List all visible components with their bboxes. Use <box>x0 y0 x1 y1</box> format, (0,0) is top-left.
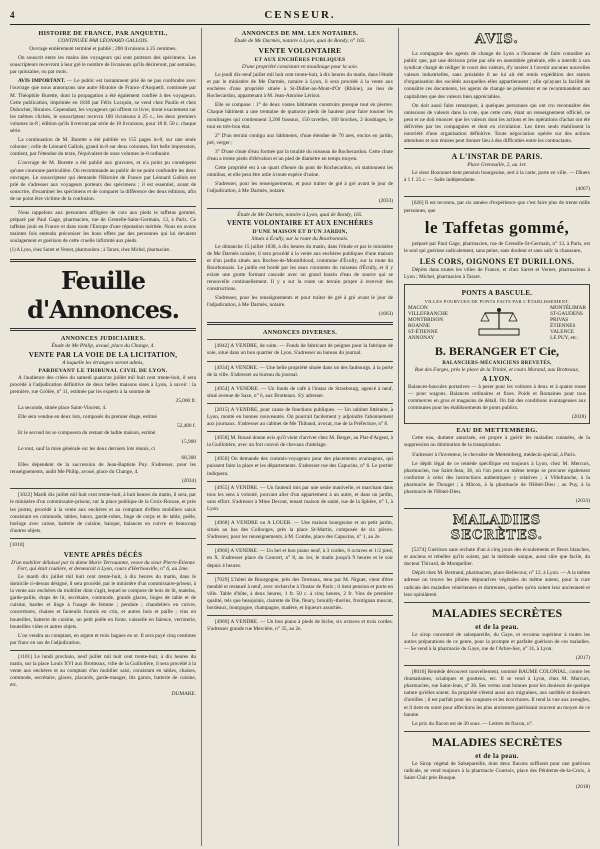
section-header: ANNONCES JUDICIAIRES. <box>60 334 146 342</box>
company-name: B. BERANGER ET Cie, <box>434 343 560 358</box>
towns-right <box>550 305 586 341</box>
ref-number: (2017) <box>575 655 590 662</box>
section-title: Feuille d'Annonces. <box>27 265 179 324</box>
ref-row <box>404 186 590 193</box>
notice-subtitle: ET AUX ENCHÈRES PUBLIQUES <box>254 57 346 63</box>
column-middle <box>201 28 393 846</box>
town: ROANNE <box>408 322 431 329</box>
divider <box>207 339 393 340</box>
product-title: le Taffetas gommé, <box>424 217 570 237</box>
avis-important <box>10 78 196 135</box>
footnote: (1) A Lyon, chez Sarret et Vernet, pharmaciens ; à Tarare, chez Michel, pharmacien. <box>10 248 171 254</box>
etude-line: Étude de Me Darmès, notaire à Lyon, quai de Bondy, n° 165. <box>234 38 366 44</box>
paragraph: Le sieur Bozonnet tient pension bourgeoise, sert à la carte, porte en ville. — Dîners à 1 f. 25 c. — Salle indépendante. <box>404 170 590 184</box>
ref-number: (1663) <box>378 311 393 318</box>
paragraph: [1101] Le lundi prochain, neuf juillet mil huit cent trente-huit, à dix heures du matin, sur la place Louis XVI aux Brotteaux, ville de la Guillotière, il sera procédé à la vente aux enchères et au comptant d'un mobilier saisi, consistant en tables, chaises, commode, secrétaire, glaces, placards, garde-manger, lits garnis, batterie de cuisine, etc. <box>10 653 196 689</box>
ad-title: PONTS A BASCULE. <box>461 288 533 297</box>
paragraph: [5274] Guérison sans rechute d'un à cinq jours des écoulements et fleurs blanches, et anciens et rebelles qu'ils soient, par la méthode unique, aussi sûre que facile, du docteur Thivard, de Montpellier. <box>404 547 590 568</box>
classified-ad: [4955] A VENDRE. — Un fauteuil mis par une seule manivelle, et marchant dans tous les sens à volonté, pouvant aller d'un appartement à un autre, et dans un jardin, sans effort. S'adresser à Mme Decour, tenant maison de santé, rue de la Sphère, n° 1, à Lyon. <box>207 484 393 512</box>
divider <box>207 403 393 404</box>
notice-title: MALADIES SECRÈTES. <box>450 513 544 544</box>
paragraph: A l'audience des criées du samedi quatorze juillet mil huit cent trente-huit, il sera procédé à l'adjudication définitive de deux belles maisons sises à Lyon, à savoir : la première, rue Grôlée, n° 11, estimée par les experts à la somme de <box>10 374 196 395</box>
ref-row <box>404 655 590 662</box>
divider <box>207 361 393 362</box>
etude-line: Étude de Me Darmès, notaire à Lyon, quai de Bondy, 165. <box>237 211 363 218</box>
ref-row <box>10 478 196 485</box>
notice-subtitle: et de la peau. <box>475 751 519 760</box>
amount-row <box>10 423 196 430</box>
paragraph: S'adresser, pour les renseignements, et pour traiter de gré à gré avant le jour de l'adjudication, à Me Darmès, notaire. <box>207 181 393 195</box>
column-right <box>398 28 590 846</box>
notice-subtitle: A laquelle les étrangers seront admis, <box>62 359 144 366</box>
paragraph: Cette eau, dument autorisée, est propre à guérir les maladies cutanées, de la suppression ou diminution de la transpiration. <box>404 435 590 449</box>
amount: 15,900 <box>181 439 196 446</box>
paragraph: On souscrit entre les mains des voyageurs qui sont porteurs des spécimens. Les souscripteurs recevront à leur gré le nombre de livraisons qu'ils désireront, par semaine, par quinzaine, ou par mois. <box>10 55 196 76</box>
etude-line: Étude de Me Philip, avoué, place du Change, 4. <box>51 342 155 349</box>
company-sub: BALANCIERS-MÉCANICIENS BREVETÉS, <box>442 360 552 366</box>
ad-subtitle: VILLES POURVUES DE PONTS FAITS PAR L'ÉTABLISSEMENT. <box>424 298 570 304</box>
masthead-title: CENSEUR. <box>264 9 336 21</box>
ref-number: (2033) <box>575 498 590 505</box>
divider <box>207 615 393 616</box>
paragraph: Elles dépendent de la succession de Jean-Baptiste Puy. S'adresser, pour les renseignements, audit Me Philip, avoué, place du Change, 4. <box>10 462 196 476</box>
notice-title: MALADIES SECRÈTES <box>431 734 563 749</box>
divider <box>10 538 196 539</box>
town: MONTÉLIMAR <box>550 304 586 311</box>
ref-row <box>404 498 590 505</box>
amount: 25,000 fr. <box>175 397 196 404</box>
divider <box>10 328 196 331</box>
paragraph: Dépôt chez M. Bertrand, pharmacien, place Bellecour, n° 12, à Lyon. — A la même adresse on trouve les pilules dépuratives végétales du même auteur, pour la cure radicale des maladies vénériennes et dartreuses, quelles qu'en soient leur ancienneté et leur opiniâtreté. <box>404 570 590 598</box>
paragraph: La compagnie des agents de change de Lyon a l'honneur de faire connaître au public que, par une décision prise par elle en assemblée générale, elle a interdit à son syndicat chargé de rédiger le cours des valeurs, d'y insérer à l'avenir aucunes nouvelles valeurs industrielles, sans préalable il ne lui ait été remis expédition des statuts d'organisation des sociétés auxquelles elles appartiennent ; afin qu'ayant la facilité de connaître ces documents, les agents de change ne présentent et ne recommandent aux capitalistes que des valeurs bien appréciables. <box>404 51 590 100</box>
town: LE PUY, etc. <box>550 334 578 341</box>
avis-text: — Le public est instamment prié de ne pas confondre avec l'ouvrage que nous annonçons une autre Histoire de France d'Anquetil, continuée par M. Théophile Burette, dont la propagation a été également confiée à des voyageurs. Cette publication, imprimée en 1836 par Félix Locquin, se vend chez Paulin et chez Dubochet, libraires. Cependant, les voyageurs qui offrent ce livre, tirent exactement sur les mêmes clichés, le souscripteur recevra 100 livraisons à 25 c., les deux premiers volumes in-8 ; édition qu'ils livreront par série de 10 livraisons, pour 18 fr. 50 c. chaque série. <box>10 78 196 135</box>
ref-number: (2028) <box>571 414 586 421</box>
paragraph: On doit aussi faire remarquer, à quelques personnes qui ont cru reconnaître des omissions de valeurs dans la cote, que cette cote, étant un renseignement officiel, ne peut et ne doit énoncer que les valeurs dont les actions et les opérations d'achat ont été délivrées par les compagnies et dont en circulation. Les titres seuls établissent la notoriété d'une organisation définitive. Toute négociation opérée sur des actions attendues et non émises peut donner lieu à des difficultés entre les contractants. <box>404 102 590 145</box>
masthead <box>10 6 590 25</box>
paragraph: La continuation de M. Burette a été publiée en 155 pages in-8, sur une seule colonne ; celle de Léonard Gallois, grand in-8 sur deux colonnes, fort belle impression, contient, par l'étendue du texte, l'équivalent de onze volumes in-8 ordinaire. <box>10 137 196 158</box>
notice-subtitle: D'UNE MAISON ET D'UN JARDIN, <box>252 228 348 235</box>
notice-title: A L'INSTAR DE PARIS. <box>451 152 543 162</box>
notice-title: VENTE APRÈS DÉCÈS <box>63 550 143 559</box>
divider <box>404 148 590 149</box>
tribunal-line: PARDEVANT LE TRIBUNAL CIVIL DE LYON. <box>38 367 168 374</box>
classified-ad: [2015] A VENDRE, pour cause de fonctions publiques. — Un cabinet littéraire, à Lyon, monté en bonnes nouveautés. On pourrait facilement y adjoindre l'abonnement aux journaux. S'adresser au cabinet de Me Thibaud, avocat, rue de la Préfecture, n° 8. <box>207 406 393 428</box>
town: ST-GAUDENS <box>550 310 583 317</box>
classified-ad: [4968] A VENDRE ou A LOUER. — Une maison bourgeoise et un petit jardin, situés au bas des Collonges, près la place St-Martin, composée de six pièces. S'adresser, pour les renseignements, à M. Combe, place des Capucins, n° 1, au 2e. <box>207 520 393 541</box>
paragraph: [626] Il est reconnu, par six années d'expérience que c'est faire plus de trente mille personnes, que <box>404 200 590 214</box>
divider <box>207 481 393 482</box>
classified-ad: [4958] M. Rousé donne avis qu'il vient d'arriver chez M. Berger, au Plat-d'Argent, à la Guillotière, avec un fort convoi de chevaux d'attelage. <box>207 435 393 449</box>
paragraph: Le Sirop végétal de Salsepareille, dont deux flacons suffisent pour une guérison radicale, se vend toujours à la pharmacie Courtois, place des Pénitents-de-la-Croix, à Saint-Clair près Bouque. <box>404 760 590 781</box>
town: PRIVAS <box>550 316 569 323</box>
ref-row <box>404 784 590 791</box>
notice-subtitle: D'une propriété consistant en moulinage pour la soie. <box>241 64 359 70</box>
ponts-ad <box>404 284 590 424</box>
amount: 68,300 <box>181 455 196 462</box>
paragraph: Le prix du flacon est de 30 sous. — Lettres de flacon, n°. <box>412 720 534 727</box>
paragraph: Le mardi dix juillet mil huit cent trente-huit, à dix heures du matin, dans le domicile ci-dessus désigné, il sera procédé, par le ministère d'un commissaire-priseur, à la vente aux enchères du mobilier dont s'agit, lequel se compose de bois de lit, matelas, garde-paille, draps de lit, secrétaire, commode, grands glaces, linges de table et de cuisine, hardes et linge à l'usage de femme ; pendule ; chandeliers en cuivre, couvertures, chaises et fauteuils fournis en crin, et autres bois et paille ; vins en bouteilles, batterie de cuisine, un petit poêle en fonte, vaisselle en faïence, verroterie, bouteilles vides et autres objets. <box>10 573 196 630</box>
notice-subtitle: Situés à Écully, sur la route du Bourbonnais. <box>251 235 349 242</box>
divider <box>207 516 393 517</box>
ref-number: (2018) <box>575 784 590 791</box>
amount-row <box>10 398 196 405</box>
scale-icon <box>477 305 521 341</box>
classified-ad: [4956] On demande des commis-voyageurs pour des placements avantageux, qui puissent faire la place et les départements. S'adresser rue des Capucins, n° 6. Le portier indiquera. <box>207 456 393 477</box>
feuilleton-title: HISTOIRE DE FRANCE, PAR ANQUETIL, <box>38 30 168 37</box>
column-left <box>10 28 196 846</box>
divider <box>404 508 590 509</box>
divider <box>207 382 393 383</box>
divider <box>404 602 590 603</box>
classified-ad: [4969] A VENDRE. — Un bon piano à pieds de biche, six octaves et trois cordes. S'adresser grande rue Mercière, n° 35, au 2e. <box>207 619 393 633</box>
divider <box>207 573 393 574</box>
paragraph: 2° D'un terrain contigu aux bâtiments, d'une étendue de 70 ares, enclos en jardin, pré, verger ; <box>207 132 393 146</box>
paragraph: Balances-bascules portatives — à peser pour les voitures à deux et à quatre roues — pour wagons. Balances ordinaires et fixes. Poids et Romaines pour tous commerces en gros et magasins de détail. On fait des conditions avantageuses aux communes pour les établissements de ponts publics. <box>408 383 586 412</box>
notice-title: VENTE VOLONTAIRE ET AUX ENCHÈRES <box>226 219 374 227</box>
notice-title: VENTE PAR LA VOIE DE LA LICITATION, <box>28 350 178 359</box>
paragraph: [1022] Mardi dix juillet mil huit cent trente-huit, à huit heures du matin, il sera, par le ministère d'un commissaire-priseur, sur la place publique de la Croix-Rousse, et près les portes, procédé à la vente aux enchères et au comptant d'effets mobiliers saisis consistant en commode, tables, bancs, garde-robes, linge de corps et de table, poêle, horloge avec caisse, batterie de cuisine, banque, balances en cuivre et beaucoup d'autres objets. <box>10 492 196 534</box>
notice-title: MALADIES SECRÈTES <box>431 605 563 620</box>
section-header: ANNONCES DE MM. LES NOTAIRES. <box>241 30 359 37</box>
divider <box>10 488 196 489</box>
paragraph: Cette propriété est à un quart d'heure du pont de Rochecardon, où stationnent les omnibus, et elle peut être utile à toute espèce d'usine. <box>207 165 393 179</box>
town: ST-ÉTIENNE <box>408 328 438 335</box>
company-address: Rue des Farges, près le place de la Trinité, et cours Morand, aux Brotteaux, <box>414 366 580 373</box>
ref-row <box>10 542 196 549</box>
divider <box>404 196 590 197</box>
paragraph: Le sirop concentré de salsepareille, du Gaye, et reconnu supérieur à toutes les autres préparations de ce genre, pour la prompte et parfaite guérison de ces maladies. — Se vend à la pharmacie du Gaye, rue de l'Arbre-Sec, n° 31, à Lyon. <box>404 631 590 652</box>
page-number: 4 <box>10 10 15 20</box>
town: MONTBRISON <box>408 316 444 323</box>
paragraph: La seconde, située place Saint-Vincent, 4. <box>18 404 107 411</box>
notice-subtitle: et de la peau. <box>475 622 519 631</box>
ref-row <box>207 198 393 205</box>
paragraph: L'on vendra au comptant, en argent et trois bagues en or. Il sera payé cinq centimes par franc en sus de l'adjudication. <box>10 632 196 646</box>
classified-ad: [4954] A VENDRE. — Un fonds de café à l'instar de Strasbourg, agencé à neuf, situé avenue de Saxe, n° 6, aux Brotteaux. S'y adresser. <box>207 385 393 399</box>
town: VILLEFRANCHE <box>408 310 449 317</box>
ref-number: (2034) <box>181 478 196 485</box>
notice-title: EAU DE METTEMBERG. <box>456 427 538 435</box>
ref-number: (2033) <box>378 197 393 204</box>
divider <box>207 208 393 209</box>
divider <box>207 431 393 432</box>
company-city: A LYON. <box>482 374 512 383</box>
paragraph: 3° D'une chute d'eau formée par la totalité du ruisseau de Rochecardon. Cette chute d'eau a trente pieds d'élévation et un pied de diamètre en temps moyen. <box>207 148 393 163</box>
divider <box>404 665 590 666</box>
paragraph: Le dimanche 15 juillet 1838, à dix heures du matin, dans l'étude et par le ministère de Me Darmès notaire, il sera procédé à la vente aux enchères publiques d'une maison et d'un jardin situés aux Roches-de-Montribloud, commune d'Écully, sur la route du Bourbonnais. Le jardin est bordé par les eaux courantes du ruisseau d'Écully, et il y existe une grotte formant cascade avec un grand bassin d'eau de source qui se renouvelle continuellement. Il y a sur la route un terrain propre à recevoir des constructions. <box>207 243 393 293</box>
paragraph: Elle se compose : 1° de deux vastes bâtiments construits presque tout en pierres. Chaque bâtiment a une trentaine de quatorze pieds de hauteur pour faire tourner les moulinages qui contiennent 3,200 fuseaux, 150 tavelles, 160 broches, 2 doublages, le tout en très-bon état. <box>207 102 393 130</box>
avis-lead: AVIS IMPORTANT. <box>18 78 66 85</box>
paragraph: Et le second lot se composera du restant de ladite maison, estimé <box>18 430 156 436</box>
towns-left <box>408 305 448 341</box>
paragraph: Dépôts dans toutes les villes de France, et chez Sarret et Vernet, pharmaciens à Lyon ; Michel, pharmacien à Tarare. <box>404 266 590 280</box>
section-header: ANNONCES DIVERSES. <box>262 329 338 337</box>
divider <box>207 322 393 325</box>
notice-subtitle: D'un mobilier délaissé par la dame Marie Terrouanne, veuve du sieur Pierre-Étienne Fort, qui était coutière, et demeurait à Lyon, cours d'Herbouville, n° 6, au 2me. <box>11 559 195 572</box>
paragraph: Le tout, sauf la mise générale sur les deux derniers lots réunis, ci <box>18 446 156 453</box>
ref-number: (4067) <box>575 186 590 193</box>
divider <box>207 544 393 545</box>
paragraph: Le dépôt légal de ce remède spécifique est toujours à Lyon, chez M. Mercurs, pharmacien, rue Saint-Jean, 36, où l'on peut en même temps se procurer également conforme à celui des instructions authentiques y relatives ; à Villefranche, à la pharmacie de Thouget ; à Mâcon, à la pharmacie de l'Hôtel-Dieu ; au Puy, à la pharmacie de l'Hôtel-Dieu. <box>404 460 590 495</box>
paragraph: [8016] Remède découvert nouvellement, nommé BAUME COLONIAL, contre les rhumatismes, sciatiques et goutteux, etc. Il se vend à Lyon, chez M. Marcurs, pharmacien, rue Saint-Jean, n° 36. Ses vertus sont bonnes pour les douleurs de quelque nature qu'elles soient. Sa propriété s'étend aussi aux migraines, aux surdités et douleurs d'oreilles ; il est parfait pour les coupures et les écorchures. Il rend la vue aux aveugles, et il tient en outre pour affections les plus anciennes guérissant souvent au moyen de ce baume. <box>404 669 590 718</box>
town: VALENCE <box>550 328 575 335</box>
paragraph: Elle sera vendue en deux lots, composés du premier étage, estimé <box>18 413 157 420</box>
ref-row <box>408 414 586 421</box>
ref-row <box>207 311 393 318</box>
divider <box>207 452 393 453</box>
feuilleton-note: Ouvrage entièrement terminé et publié ; 200 livraisons à 25 centimes. <box>29 46 177 52</box>
classified-ad: [4934] A VENDRE. — Une belle propriété située dans un des faubourgs, à la porte de la ville. S'adresser au bureau du journal. <box>207 364 393 378</box>
signature: DUMARE. <box>171 691 196 698</box>
divider <box>10 259 196 262</box>
paragraph: S'adresser, pour les renseignements et pour traiter de gré à gré avant le jour de l'adjudication, à Me Darmès, notaire. <box>207 295 393 309</box>
notice-subtitle: Place Grenouille, 2, au 1er. <box>467 162 527 169</box>
paragraph: L'ouvrage de M. Burette a été publié aux gravures, et n'a point pu conséquent qu'une couronne particulière. On recommande au public de ne point confondre les deux ouvrages. Le souscripteur qui demande l'Histoire de France par Léonard Gallois est prié de s'adresser aux voyageurs porteurs des spécimens ; il est essentiel, avant de souscrire, d'examiner les spécimens et de comparer la différence des deux éditions, afin de ne point être victime de la confusion. <box>10 160 196 202</box>
towns-block <box>408 305 586 341</box>
town: ÉTIENNES <box>550 322 576 329</box>
classified-ad: [7029] L'hôtel de Bourgogne, près des Terreaux, tenu par M. Niguet, vient d'être meublé et restauré à neuf, avec recherche à l'instar de Paris ; il tient pension et porte en ville. Table d'hôte, à deux heures, 1 fr. 50 c. à cinq heures, 2 fr. Vins de première qualité, tels que beaujolais, clairette de Die, fleury, brouilly-thorins, frontignan muscat, bordeaux, bourgogne, champagne, madère, et liqueurs assorties. <box>207 576 393 611</box>
paragraph: Le jeudi dix-neuf juillet mil huit cent trente-huit, à dix heures du matin, dans l'étude et par le ministère de Me Darmès, notaire à Lyon, il sera procédé à la vente aux enchères d'une propriété située à St-Didier-au-Mont-d'Or (Rhône), au lieu de Rochecardon, appartenant à M. Jean-Antoine Lérisot. <box>207 72 393 100</box>
amount-row <box>10 455 196 462</box>
town: ANNONAY <box>408 334 435 341</box>
town: MACON <box>408 304 428 311</box>
amount: 52,400 f. <box>177 423 196 429</box>
feuilleton-subtitle: CONTINUÉE PAR LÉONARD GALLOIS. <box>57 38 149 44</box>
product-subtitle: LES CORS, OIGNONS ET DURILLONS. <box>419 256 575 266</box>
ref-number: [1010] <box>10 541 25 548</box>
classified-ad: [4942] A VENDRE, de suite. — Fonds de fabricant de peignes pour la fabrique de soie, situé dans un bon quartier de Lyon. S'adresser au bureau du journal. <box>207 343 393 357</box>
paragraph: préparé par Paul Gage, pharmacien, rue de Grenelle-St-Germain, n° 13, à Paris, est le seul qui guérisse radicalement, sans peine, sans douleur et sans salir la chaussure, <box>404 240 590 254</box>
paragraph: S'adresser à l'inventeur, le chevalier de Mettemberg, médecin spécial, à Paris. <box>412 451 576 458</box>
classified-ad: [4966] A VENDRE. — Un bel et bon piano neuf, à 3 cordes, 6 octaves et 1/2 pied, en X. S'adresser place du Concert, n° 8, au 1er, le matin jusqu'à 9 heures et le soir depuis 4 heures. <box>207 548 393 569</box>
divider <box>404 731 590 732</box>
notice-title: VENTE VOLONTAIRE <box>258 46 342 55</box>
paragraph: Nous rappelons aux personnes affligées de cors aux pieds le taffetas gommé, préparé par Paul Gage, pharmacien, rue de Grenelle-Saint-Germain, 13, à Paris. Ce taffetas jouit en France et dans toute l'Europe d'une réputation méritée. Nous en avons maintes fois entendu préconiser les bons effets par des personnes qui lui devaient soulagement et guérison de cette cruelle infirmité aux pieds. <box>10 209 196 245</box>
notice-title: AVIS. <box>475 32 519 47</box>
divider <box>10 206 196 207</box>
divider <box>10 650 196 651</box>
